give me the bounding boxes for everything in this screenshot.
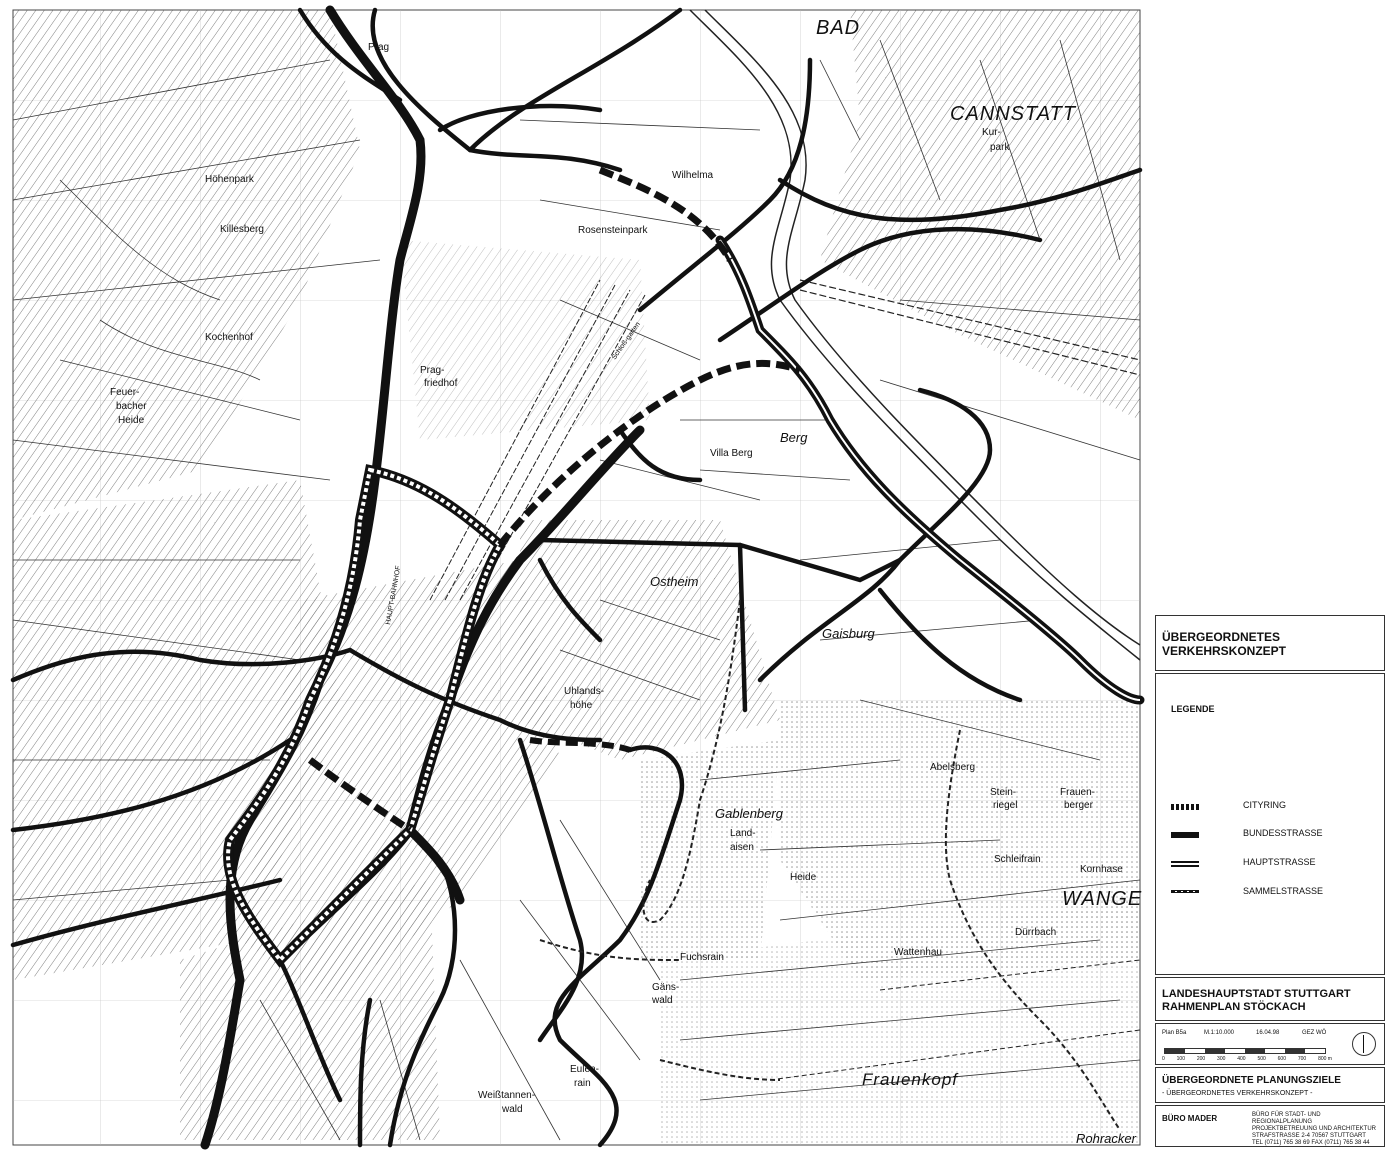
place-landaisen-2: aisen — [730, 842, 754, 853]
place-hauptbahnhof: HAUPT-BAHNHOF — [385, 565, 403, 626]
plan-number: Plan B5a — [1162, 1030, 1187, 1036]
place-prag: Prag — [368, 42, 390, 53]
place-berg: Berg — [780, 430, 808, 445]
title-box — [1155, 615, 1385, 671]
cityring-symbol — [1171, 804, 1199, 810]
project-line-1: LANDESHAUPTSTADT STUTTGART — [1162, 988, 1351, 1000]
legend-item-sammelstrasse — [1171, 886, 1371, 900]
scale-ticks: 0 100 200 300 400 500 600 700 800 m — [1162, 1056, 1332, 1062]
legend-label: SAMMELSTRASSE — [1243, 886, 1324, 896]
legend-item-cityring — [1171, 800, 1371, 814]
legend-label: CITYRING — [1243, 800, 1287, 810]
legend-label: BUNDESSTRASSE — [1243, 828, 1323, 838]
bundesstrasse-symbol — [1171, 832, 1199, 838]
scale-bar — [1164, 1048, 1326, 1054]
office-box — [1155, 1105, 1385, 1147]
place-uhlandshoehe-1: Uhlands- — [564, 686, 605, 697]
place-fuchsrain: Fuchsrain — [680, 952, 724, 963]
place-weisstannenwald-2: wald — [502, 1104, 523, 1115]
office-name: BÜRO MADER — [1162, 1114, 1218, 1123]
place-hoehenpark: Höhenpark — [205, 174, 254, 185]
goal-line-1: ÜBERGEORDNETE PLANUNGSZIELE — [1162, 1075, 1341, 1086]
place-eulenrain-1: Eulen- — [570, 1064, 599, 1075]
place-feuerbacher-3: Heide — [118, 415, 145, 426]
place-rosensteinpark: Rosensteinpark — [578, 225, 648, 236]
goal-line-2: - ÜBERGEORDNETES VERKEHRSKONZEPT - — [1162, 1090, 1313, 1097]
legend-heading: LEGENDE — [1171, 704, 1215, 714]
project-line-2: RAHMENPLAN STÖCKACH — [1162, 1001, 1306, 1013]
goal-box — [1155, 1067, 1385, 1103]
place-feuerbacher-2: bacher — [116, 401, 147, 412]
legend-label: HAUPTSTRASSE — [1243, 857, 1316, 867]
place-gaisburg: Gaisburg — [822, 626, 875, 641]
plan-date: 16.04.98 — [1256, 1030, 1280, 1036]
place-kochenhof: Kochenhof — [205, 332, 253, 343]
place-feuerbacher-1: Feuer- — [110, 387, 140, 398]
place-heide: Heide — [790, 872, 817, 883]
place-wattenhau: Wattenhau — [894, 947, 942, 958]
place-wangen: WANGE — [1062, 888, 1143, 910]
place-steinriegel-2: riegel — [993, 800, 1018, 811]
place-cannstatt: CANNSTATT — [950, 103, 1077, 125]
plan-scale: M.1:10.000 — [1204, 1030, 1235, 1036]
place-villa-berg: Villa Berg — [710, 448, 753, 459]
sammelstrasse-symbol — [1171, 890, 1199, 893]
title-line-2: VERKEHRSKONZEPT — [1162, 644, 1287, 658]
place-kornhase: Kornhase — [1080, 864, 1123, 875]
place-gaenswald-2: wald — [652, 995, 673, 1006]
place-kurpark-1: Kur- — [982, 127, 1001, 138]
place-pragfriedhof-1: Prag- — [420, 365, 445, 376]
title-block — [1155, 615, 1385, 1155]
plan-drawn: GEZ WÖ — [1302, 1030, 1327, 1036]
hauptstrasse-symbol — [1171, 861, 1199, 867]
place-wilhelma: Wilhelma — [672, 170, 714, 181]
place-duerrbach: Dürrbach — [1015, 927, 1057, 938]
place-frauenberg-2: berger — [1064, 800, 1093, 811]
place-gablenberg: Gablenberg — [715, 806, 783, 821]
place-gaenswald-1: Gäns- — [652, 982, 680, 993]
legend-item-bundesstrasse — [1171, 828, 1371, 842]
place-killesberg: Killesberg — [220, 224, 264, 235]
place-frauenkopf: Frauenkopf — [862, 1070, 958, 1089]
place-weisstannenwald-1: Weißtannen- — [478, 1090, 536, 1101]
place-abelsberg: Abelsberg — [930, 762, 976, 773]
place-uhlandshoehe-2: höhe — [570, 700, 593, 711]
place-steinriegel-1: Stein- — [990, 787, 1017, 798]
legend-box — [1155, 673, 1385, 975]
place-schleifrain: Schleifrain — [994, 854, 1041, 865]
legend-item-hauptstrasse — [1171, 857, 1371, 871]
place-bad: BAD — [816, 17, 861, 39]
plan-info-box — [1155, 1023, 1385, 1065]
place-eulenrain-2: rain — [574, 1078, 591, 1089]
place-pragfriedhof-2: friedhof — [424, 378, 458, 389]
place-schlossgarten: Schloß-garten — [610, 321, 642, 362]
place-rohracker: Rohracker — [1076, 1131, 1136, 1146]
place-kurpark-2: park — [990, 142, 1010, 153]
place-landaisen-1: Land- — [730, 828, 756, 839]
project-box — [1155, 977, 1385, 1021]
place-ostheim: Ostheim — [650, 574, 699, 589]
office-address: BÜRO FÜR STADT- UND REGIONALPLANUNG PROJEKTBETREUUNG UND ARCHITEKTUR STRAFSTRASSE 2-4 70567 STUTTGART TEL (0711) 765 38 69 FAX (0711) 765 38 44 — [1252, 1112, 1377, 1146]
place-frauenberg-1: Frauen- — [1060, 787, 1096, 798]
title-line-1: ÜBERGEORDNETES — [1162, 630, 1281, 644]
north-arrow-icon — [1352, 1032, 1376, 1056]
